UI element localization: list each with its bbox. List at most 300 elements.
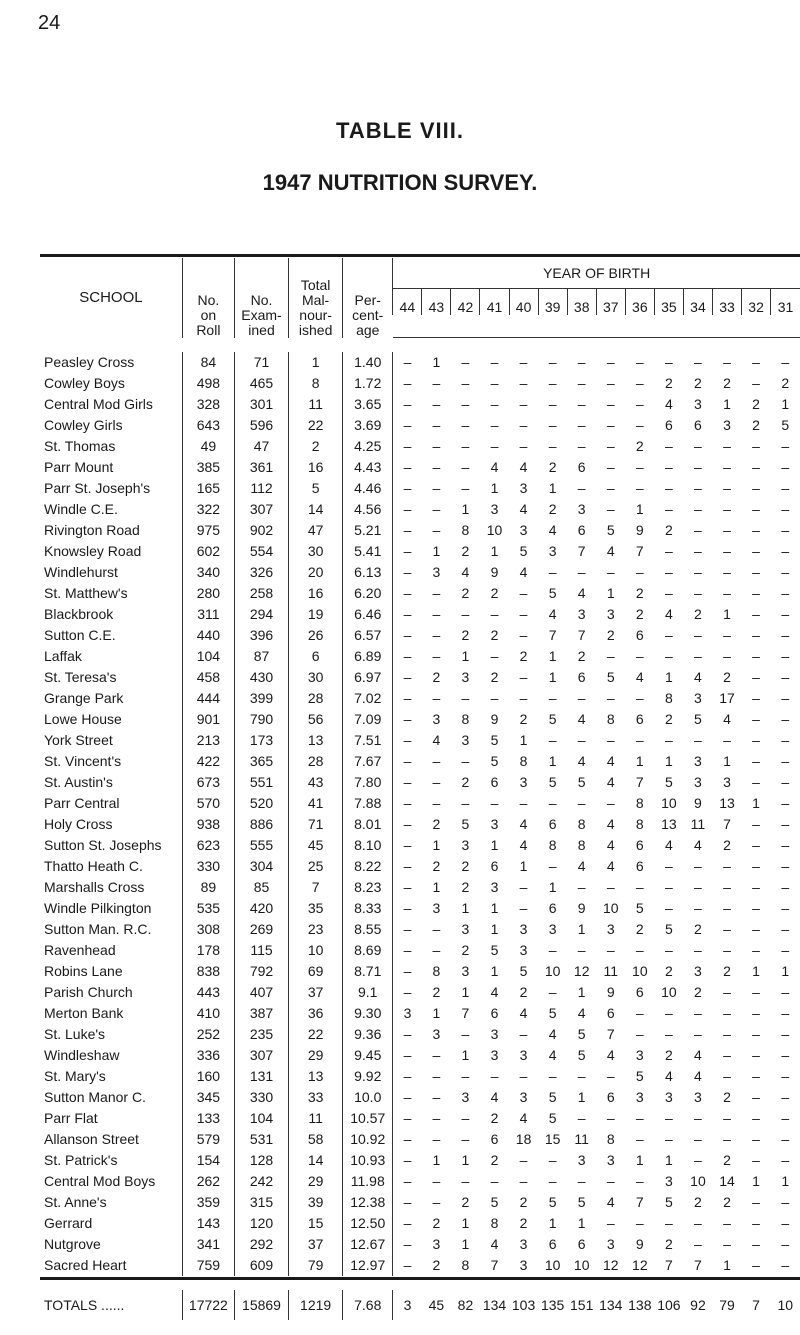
- year-cell-value: 4: [606, 816, 615, 832]
- year-cell-value: –: [393, 730, 422, 751]
- percentage-value: 8.69: [343, 940, 393, 961]
- percentage-value: 12.97: [343, 1255, 393, 1276]
- malnourished-value: 16: [289, 583, 343, 604]
- table-row: [40, 877, 800, 898]
- year-cell-value: –: [606, 1068, 615, 1084]
- year-cell-value: 1: [461, 1215, 470, 1231]
- school-name: Sutton C.E.: [44, 627, 116, 643]
- year-cell-value: –: [577, 732, 586, 748]
- totals-year-value: 135: [540, 1297, 565, 1313]
- year-cell-value: –: [781, 648, 790, 664]
- year-cell-value: –: [752, 543, 760, 559]
- header-year-44: 44: [393, 289, 422, 316]
- year-cell-value: 6: [490, 858, 499, 874]
- year-cell-value: –: [393, 856, 422, 877]
- totals-year-value: 106: [657, 1297, 681, 1313]
- examined-value: 554: [234, 541, 288, 562]
- malnourished-value: 23: [289, 919, 343, 940]
- year-cell-value: 6: [635, 984, 644, 1000]
- year-cell-value: 4: [548, 1047, 557, 1063]
- year-cell-value: 1: [781, 396, 790, 412]
- year-cell-value: –: [781, 711, 790, 727]
- percentage-value: 4.43: [343, 457, 393, 478]
- percentage-value: 5.41: [343, 541, 393, 562]
- malnourished-value: 30: [289, 667, 343, 688]
- year-cell-value: 2: [635, 438, 644, 454]
- year-cell-value: –: [664, 585, 673, 601]
- year-cell-value: –: [635, 459, 644, 475]
- examined-value: 792: [234, 961, 288, 982]
- year-cell-value: 3: [432, 1026, 441, 1042]
- school-name: Nutgrove: [44, 1236, 101, 1252]
- examined-value: 87: [234, 646, 288, 667]
- year-cell-value: 7: [723, 816, 731, 832]
- year-cell-value: 3: [694, 774, 702, 790]
- year-cell-value: –: [519, 396, 528, 412]
- percentage-value: 8.10: [343, 835, 393, 856]
- year-cell-value: 4: [519, 501, 528, 517]
- year-cell-value: –: [752, 942, 760, 958]
- table-row: [40, 583, 800, 604]
- year-cell-value: –: [461, 690, 470, 706]
- year-cell-value: –: [635, 480, 644, 496]
- year-cell-value: –: [694, 480, 702, 496]
- year-cell-value: 8: [548, 837, 557, 853]
- table-row: [40, 667, 800, 688]
- year-cell-value: 3: [490, 501, 499, 517]
- year-cell-value: 2: [461, 942, 470, 958]
- year-cell-value: –: [393, 625, 422, 646]
- year-cell-value: 11: [690, 816, 706, 832]
- header-on-roll-line1: No.: [197, 291, 220, 308]
- year-cell-value: 5: [577, 1194, 586, 1210]
- year-cell-value: –: [393, 835, 422, 856]
- malnourished-value: 16: [289, 457, 343, 478]
- table-row: [40, 1045, 800, 1066]
- year-cell-value: –: [393, 1087, 422, 1108]
- year-cell-value: 6: [606, 1089, 615, 1105]
- year-cell-value: –: [781, 1236, 790, 1252]
- year-cell-value: –: [694, 858, 702, 874]
- year-cell-value: 6: [548, 1236, 557, 1252]
- year-cell-value: –: [664, 1005, 673, 1021]
- table-row: [40, 730, 800, 751]
- year-cell-value: 3: [577, 501, 586, 517]
- totals-examined: 15869: [234, 1290, 288, 1320]
- year-cell-value: –: [393, 961, 422, 982]
- year-cell-value: 2: [490, 669, 499, 685]
- year-cell-value: 1: [548, 669, 557, 685]
- year-cell-value: –: [519, 606, 528, 622]
- examined-value: 131: [234, 1066, 288, 1087]
- year-cell-value: 2: [635, 921, 644, 937]
- year-cell-value: –: [393, 1024, 422, 1045]
- examined-value: 407: [234, 982, 288, 1003]
- malnourished-value: 58: [289, 1129, 343, 1150]
- year-cell-value: –: [752, 1131, 760, 1147]
- year-cell-value: –: [752, 732, 760, 748]
- year-cell-value: 4: [664, 837, 673, 853]
- year-cell-value: –: [752, 522, 760, 538]
- table-row: [40, 1003, 800, 1024]
- year-cell-value: –: [577, 690, 586, 706]
- year-cell-value: 6: [694, 417, 702, 433]
- year-cell-value: 3: [432, 711, 441, 727]
- year-cell-value: 2: [432, 1257, 441, 1273]
- examined-value: 365: [234, 751, 288, 772]
- totals-year-value: 134: [482, 1297, 507, 1313]
- on-roll-value: 322: [182, 499, 234, 520]
- year-cell-value: –: [577, 480, 586, 496]
- page-number: 24: [38, 12, 61, 34]
- totals-year-value: 3: [393, 1290, 422, 1320]
- header-mal-line2: Mal-: [302, 291, 330, 308]
- year-cell-value: –: [548, 858, 557, 874]
- examined-value: 258: [234, 583, 288, 604]
- year-cell-value: –: [393, 646, 422, 667]
- year-cell-value: 4: [606, 753, 615, 769]
- year-cell-value: –: [577, 354, 586, 370]
- percentage-value: 9.92: [343, 1066, 393, 1087]
- year-cell-value: 7: [577, 627, 586, 643]
- year-cell-value: 8: [635, 795, 644, 811]
- year-cell-value: –: [664, 543, 673, 559]
- examined-value: 387: [234, 1003, 288, 1024]
- on-roll-value: 535: [182, 898, 234, 919]
- school-name: Knowsley Road: [44, 543, 142, 559]
- year-cell-value: 3: [606, 921, 615, 937]
- year-cell-value: –: [664, 900, 673, 916]
- on-roll-value: 901: [182, 709, 234, 730]
- school-name: Peasley Cross: [44, 354, 135, 370]
- examined-value: 551: [234, 772, 288, 793]
- year-cell-value: –: [723, 1110, 731, 1126]
- year-cell-value: 5: [606, 669, 615, 685]
- examined-value: 396: [234, 625, 288, 646]
- year-cell-value: 5: [577, 1026, 586, 1042]
- on-roll-value: 89: [182, 877, 234, 898]
- year-cell-value: –: [432, 690, 441, 706]
- on-roll-value: 673: [182, 772, 234, 793]
- year-cell-value: –: [723, 627, 731, 643]
- year-cell-value: –: [694, 1005, 702, 1021]
- year-cell-value: 1: [752, 795, 760, 811]
- year-cell-value: –: [577, 375, 586, 391]
- year-cell-value: –: [752, 1236, 760, 1252]
- year-cell-value: –: [548, 1068, 557, 1084]
- year-cell-value: 1: [577, 984, 586, 1000]
- year-cell-value: 2: [723, 375, 731, 391]
- school-name: Sutton St. Josephs: [44, 837, 162, 853]
- year-cell-value: –: [781, 627, 790, 643]
- year-cell-value: –: [635, 564, 644, 580]
- spacer-row: [40, 338, 800, 353]
- totals-year-value: 138: [628, 1297, 652, 1313]
- year-cell-value: –: [432, 1173, 441, 1189]
- year-cell-value: –: [393, 520, 422, 541]
- year-cell-value: 8: [577, 837, 586, 853]
- header-pct-line1: Per-: [354, 291, 381, 308]
- year-cell-value: 2: [519, 984, 528, 1000]
- year-cell-value: –: [519, 879, 528, 895]
- school-name: Allanson Street: [44, 1131, 139, 1147]
- table-row: [40, 436, 800, 457]
- year-cell-value: 2: [723, 963, 731, 979]
- table-row: [40, 1171, 800, 1192]
- header-examined-line3: ined: [248, 321, 275, 338]
- year-cell-value: –: [432, 921, 441, 937]
- year-cell-value: 3: [694, 396, 702, 412]
- year-cell-value: –: [606, 942, 615, 958]
- table-row: [40, 1129, 800, 1150]
- year-cell-value: 12: [632, 1257, 648, 1273]
- year-cell-value: –: [664, 1110, 673, 1126]
- year-cell-value: 6: [635, 858, 644, 874]
- on-roll-value: 838: [182, 961, 234, 982]
- percentage-value: 4.46: [343, 478, 393, 499]
- year-cell-value: 4: [519, 816, 528, 832]
- year-cell-value: –: [664, 1131, 673, 1147]
- table-body: [40, 338, 800, 1321]
- malnourished-value: 5: [289, 478, 343, 499]
- year-cell-value: –: [694, 564, 702, 580]
- malnourished-value: 8: [289, 373, 343, 394]
- year-cell-value: –: [635, 375, 644, 391]
- year-cell-value: –: [664, 879, 673, 895]
- year-cell-value: –: [577, 417, 586, 433]
- year-cell-value: 3: [694, 753, 702, 769]
- year-cell-value: –: [781, 753, 790, 769]
- year-cell-value: –: [781, 354, 790, 370]
- school-name: Ravenhead: [44, 942, 116, 958]
- table-row: [40, 1108, 800, 1129]
- year-cell-value: –: [490, 417, 499, 433]
- year-cell-value: 5: [664, 921, 673, 937]
- year-cell-value: –: [723, 480, 731, 496]
- year-cell-value: –: [723, 1005, 731, 1021]
- year-cell-value: 1: [490, 543, 499, 559]
- header-mal-line3: nour-: [299, 306, 332, 323]
- malnourished-value: 10: [289, 940, 343, 961]
- year-cell-value: –: [461, 606, 470, 622]
- year-cell-value: 4: [606, 1194, 615, 1210]
- year-cell-value: –: [606, 480, 615, 496]
- year-cell-value: 3: [664, 1173, 673, 1189]
- year-cell-value: –: [723, 879, 731, 895]
- year-cell-value: 1: [519, 732, 528, 748]
- malnourished-value: 11: [289, 1108, 343, 1129]
- table-row: [40, 856, 800, 877]
- year-cell-value: –: [432, 942, 441, 958]
- year-cell-value: –: [694, 879, 702, 895]
- year-cell-value: –: [752, 1110, 760, 1126]
- year-cell-value: –: [752, 837, 760, 853]
- year-cell-value: –: [393, 751, 422, 772]
- year-cell-value: 3: [461, 963, 470, 979]
- year-cell-value: –: [393, 667, 422, 688]
- on-roll-value: 422: [182, 751, 234, 772]
- year-cell-value: 3: [723, 417, 731, 433]
- examined-value: 112: [234, 478, 288, 499]
- year-cell-value: –: [635, 1110, 644, 1126]
- year-cell-value: 6: [577, 522, 586, 538]
- school-name: Lowe House: [44, 711, 122, 727]
- year-cell-value: 2: [664, 1236, 673, 1252]
- percentage-value: 8.22: [343, 856, 393, 877]
- year-cell-value: 2: [694, 1194, 702, 1210]
- year-cell-value: 6: [606, 1005, 615, 1021]
- year-cell-value: –: [781, 1257, 790, 1273]
- year-cell-value: –: [752, 648, 760, 664]
- year-cell-value: –: [723, 1026, 731, 1042]
- year-cell-value: –: [606, 564, 615, 580]
- year-cell-value: –: [548, 375, 557, 391]
- year-cell-value: 2: [490, 627, 499, 643]
- year-cell-value: 8: [606, 1131, 615, 1147]
- year-cell-value: –: [781, 984, 790, 1000]
- year-cell-value: –: [548, 417, 557, 433]
- examined-value: 902: [234, 520, 288, 541]
- year-cell-value: –: [393, 457, 422, 478]
- examined-value: 104: [234, 1108, 288, 1129]
- malnourished-value: 15: [289, 1213, 343, 1234]
- year-cell-value: –: [723, 522, 731, 538]
- malnourished-value: 22: [289, 1024, 343, 1045]
- year-cell-value: –: [752, 711, 760, 727]
- year-cell-value: –: [752, 1194, 760, 1210]
- malnourished-value: 19: [289, 604, 343, 625]
- year-cell-value: 4: [577, 711, 586, 727]
- percentage-value: 8.55: [343, 919, 393, 940]
- on-roll-value: 311: [182, 604, 234, 625]
- nutrition-survey-table: [40, 258, 800, 1320]
- header-underline: [393, 315, 800, 338]
- percentage-value: 6.20: [343, 583, 393, 604]
- year-cell-value: 2: [694, 984, 702, 1000]
- year-cell-value: –: [694, 522, 702, 538]
- examined-value: 420: [234, 898, 288, 919]
- year-cell-value: –: [461, 459, 470, 475]
- survey-table-container: [40, 258, 800, 1320]
- year-cell-value: 2: [548, 459, 557, 475]
- year-cell-value: –: [519, 354, 528, 370]
- examined-value: 71: [234, 352, 288, 373]
- year-cell-value: –: [635, 732, 644, 748]
- table-row: [40, 625, 800, 646]
- year-cell-value: 3: [723, 774, 731, 790]
- year-cell-value: –: [432, 606, 441, 622]
- year-cell-value: 3: [577, 606, 586, 622]
- year-cell-value: 2: [664, 711, 673, 727]
- school-name: Parr Central: [44, 795, 120, 811]
- year-cell-value: 4: [694, 1047, 702, 1063]
- examined-value: 361: [234, 457, 288, 478]
- year-cell-value: 2: [635, 585, 644, 601]
- year-cell-value: 1: [577, 921, 586, 937]
- year-cell-value: 2: [432, 984, 441, 1000]
- year-cell-value: 4: [519, 564, 528, 580]
- header-examined-line1: No.: [250, 291, 273, 308]
- examined-value: 399: [234, 688, 288, 709]
- school-name: Cowley Boys: [44, 375, 125, 391]
- year-cell-value: 2: [723, 837, 731, 853]
- year-cell-value: –: [694, 1236, 702, 1252]
- year-cell-value: –: [694, 648, 702, 664]
- year-cell-value: –: [548, 732, 557, 748]
- year-cell-value: 3: [519, 942, 528, 958]
- year-cell-value: 2: [664, 375, 673, 391]
- year-cell-value: 4: [694, 1068, 702, 1084]
- malnourished-value: 20: [289, 562, 343, 583]
- year-cell-value: 7: [635, 1194, 644, 1210]
- year-cell-value: 8: [461, 1257, 470, 1273]
- year-cell-value: –: [393, 1150, 422, 1171]
- year-cell-value: –: [781, 585, 790, 601]
- school-name: Sacred Heart: [44, 1257, 127, 1273]
- year-cell-value: 2: [461, 1194, 470, 1210]
- year-cell-value: –: [752, 354, 760, 370]
- year-cell-value: –: [432, 795, 441, 811]
- on-roll-value: 280: [182, 583, 234, 604]
- percentage-value: 6.13: [343, 562, 393, 583]
- examined-value: 292: [234, 1234, 288, 1255]
- year-cell-value: –: [694, 1152, 702, 1168]
- year-cell-value: 2: [606, 627, 615, 643]
- year-cell-value: –: [548, 438, 557, 454]
- year-cell-value: 4: [694, 837, 702, 853]
- on-roll-value: 570: [182, 793, 234, 814]
- year-cell-value: –: [393, 562, 422, 583]
- totals-row: [40, 1290, 800, 1320]
- year-cell-value: –: [548, 396, 557, 412]
- year-cell-value: –: [781, 1152, 790, 1168]
- year-cell-value: –: [781, 1131, 790, 1147]
- year-cell-value: –: [432, 522, 441, 538]
- year-cell-value: 9: [606, 984, 615, 1000]
- header-year-43: 43: [422, 289, 451, 316]
- year-cell-value: –: [723, 648, 731, 664]
- year-cell-value: –: [432, 1047, 441, 1063]
- year-cell-value: –: [606, 375, 615, 391]
- year-cell-value: 4: [606, 543, 615, 559]
- year-cell-value: 1: [461, 648, 470, 664]
- year-cell-value: –: [548, 1173, 557, 1189]
- year-cell-value: –: [752, 480, 760, 496]
- year-cell-value: –: [432, 1089, 441, 1105]
- table-header: [40, 258, 800, 338]
- percentage-value: 10.57: [343, 1108, 393, 1129]
- year-cell-value: –: [432, 375, 441, 391]
- year-cell-value: 13: [719, 795, 735, 811]
- year-cell-value: 2: [548, 501, 557, 517]
- year-cell-value: –: [393, 478, 422, 499]
- year-cell-value: 8: [519, 753, 528, 769]
- year-cell-value: 7: [664, 1257, 673, 1273]
- year-cell-value: 3: [519, 1089, 528, 1105]
- on-roll-value: 84: [182, 352, 234, 373]
- year-cell-value: –: [752, 669, 760, 685]
- year-cell-value: 1: [432, 1005, 441, 1021]
- year-cell-value: –: [635, 942, 644, 958]
- year-cell-value: –: [752, 1257, 760, 1273]
- on-roll-value: 262: [182, 1171, 234, 1192]
- examined-value: 307: [234, 499, 288, 520]
- year-cell-value: –: [781, 480, 790, 496]
- percentage-value: 6.46: [343, 604, 393, 625]
- year-cell-value: –: [548, 942, 557, 958]
- year-cell-value: –: [461, 417, 470, 433]
- year-cell-value: –: [490, 648, 499, 664]
